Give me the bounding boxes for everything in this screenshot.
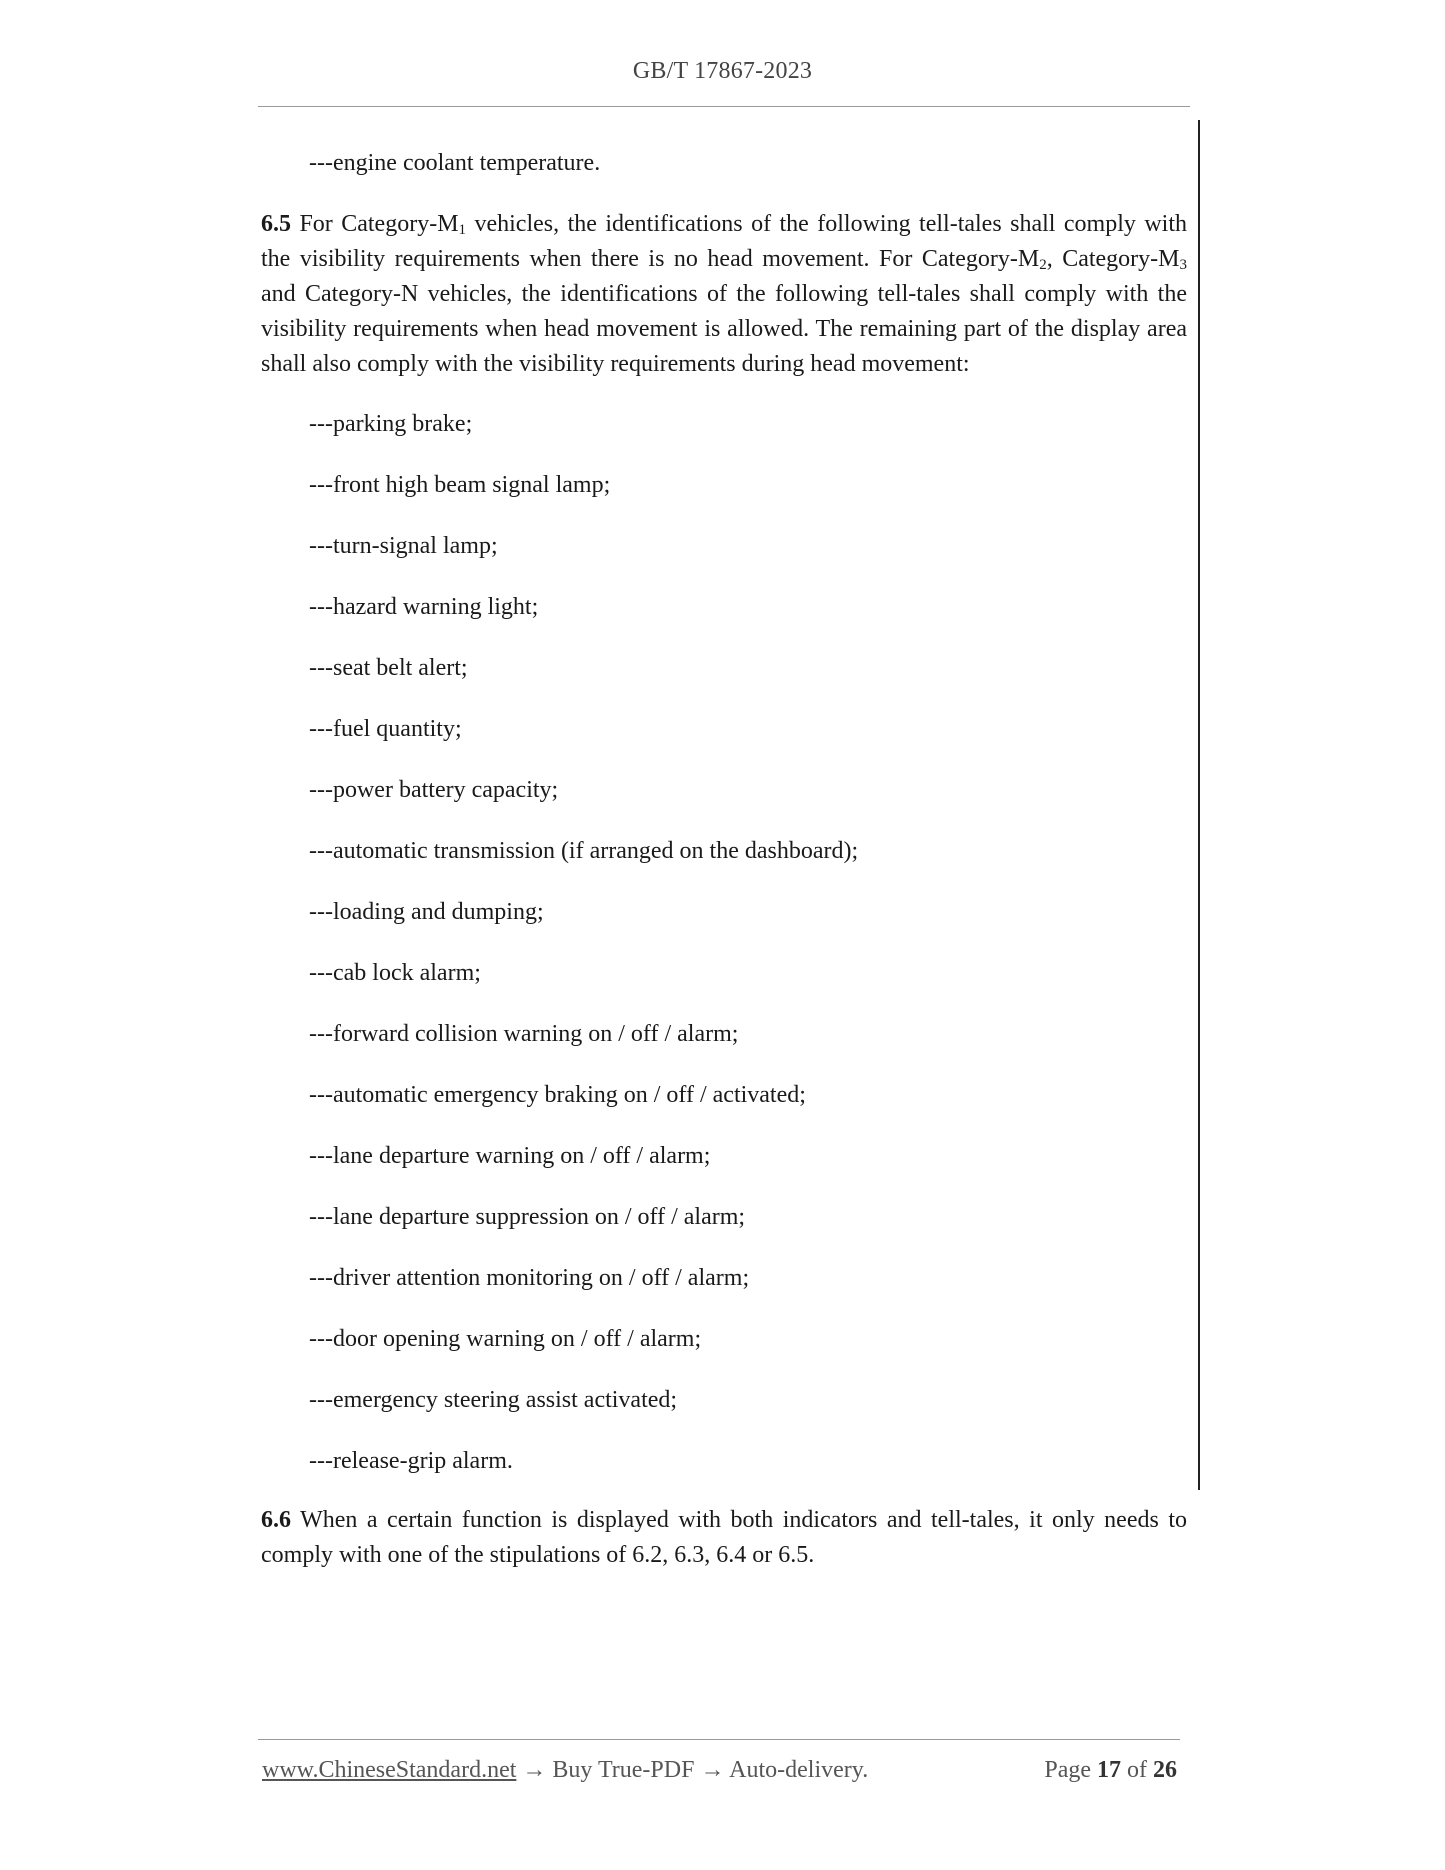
of-label: of xyxy=(1127,1757,1147,1783)
clause-6-5 xyxy=(261,207,1187,382)
clause-6-6-text: When a certain function is displayed with both indicators and tell-tales, it only needs to comply with one of the stipulations of 6.2, 6.3, 6.4 or 6.5. xyxy=(261,1507,1187,1568)
list-item: ---lane departure suppression on / off / alarm; xyxy=(309,1204,746,1230)
footer-divider xyxy=(258,1739,1180,1740)
arrow-icon: → xyxy=(700,1757,725,1783)
clause-6-5-number: 6.5 xyxy=(261,211,291,237)
list-item: ---power battery capacity; xyxy=(309,777,559,803)
site-link[interactable]: www.ChineseStandard.net xyxy=(262,1757,517,1783)
page-number xyxy=(1044,1757,1177,1784)
list-item-engine-coolant: ---engine coolant temperature. xyxy=(309,150,601,176)
clause-6-6 xyxy=(261,1503,1187,1573)
list-item: ---forward collision warning on / off / alarm; xyxy=(309,1021,739,1047)
list-item: ---front high beam signal lamp; xyxy=(309,472,611,498)
header-divider xyxy=(258,106,1190,107)
page-label: Page xyxy=(1044,1757,1091,1783)
subscript-2: 2 xyxy=(1039,257,1047,273)
revision-bar xyxy=(1198,120,1200,1490)
clause-6-5-text-4: and Category-N vehicles, the identifications of the following tell-tales shall comply with the visibility requirements when head movement is allowed. The remaining part of the display area shall also comply with the visibility requirements during head movement: xyxy=(261,281,1187,377)
clause-6-5-text-1: For Category-M xyxy=(291,211,459,237)
list-item: ---hazard warning light; xyxy=(309,594,539,620)
list-item: ---door opening warning on / off / alarm; xyxy=(309,1326,702,1352)
list-item: ---fuel quantity; xyxy=(309,716,462,742)
subscript-1: 1 xyxy=(458,222,467,238)
footer-promo xyxy=(262,1757,868,1784)
list-item: ---lane departure warning on / off / alarm; xyxy=(309,1143,711,1169)
document-code-header: GB/T 17867-2023 xyxy=(632,58,813,84)
list-item: ---emergency steering assist activated; xyxy=(309,1387,678,1413)
clause-6-6-number: 6.6 xyxy=(261,1507,291,1533)
clause-6-5-text-2: vehicles, the identifications of the following tell-tales shall comply with the visibility requirements when there is no head movement. For Category-M xyxy=(261,211,1187,272)
total-pages: 26 xyxy=(1153,1757,1177,1783)
list-item: ---seat belt alert; xyxy=(309,655,468,681)
current-page: 17 xyxy=(1097,1757,1121,1783)
list-item: ---loading and dumping; xyxy=(309,899,544,925)
list-item: ---driver attention monitoring on / off / alarm; xyxy=(309,1265,750,1291)
list-item: ---automatic transmission (if arranged on the dashboard); xyxy=(309,838,859,864)
list-item: ---parking brake; xyxy=(309,411,473,437)
list-item: ---cab lock alarm; xyxy=(309,960,481,986)
buy-pdf-text: Buy True-PDF xyxy=(552,1757,695,1783)
auto-delivery-text: Auto-delivery. xyxy=(729,1757,869,1783)
list-item: ---automatic emergency braking on / off / activated; xyxy=(309,1082,806,1108)
list-item: ---release-grip alarm. xyxy=(309,1448,513,1474)
subscript-3: 3 xyxy=(1179,257,1187,273)
clause-6-5-text-3: , Category-M xyxy=(1046,246,1180,272)
list-item: ---turn-signal lamp; xyxy=(309,533,498,559)
arrow-icon: → xyxy=(522,1757,547,1783)
